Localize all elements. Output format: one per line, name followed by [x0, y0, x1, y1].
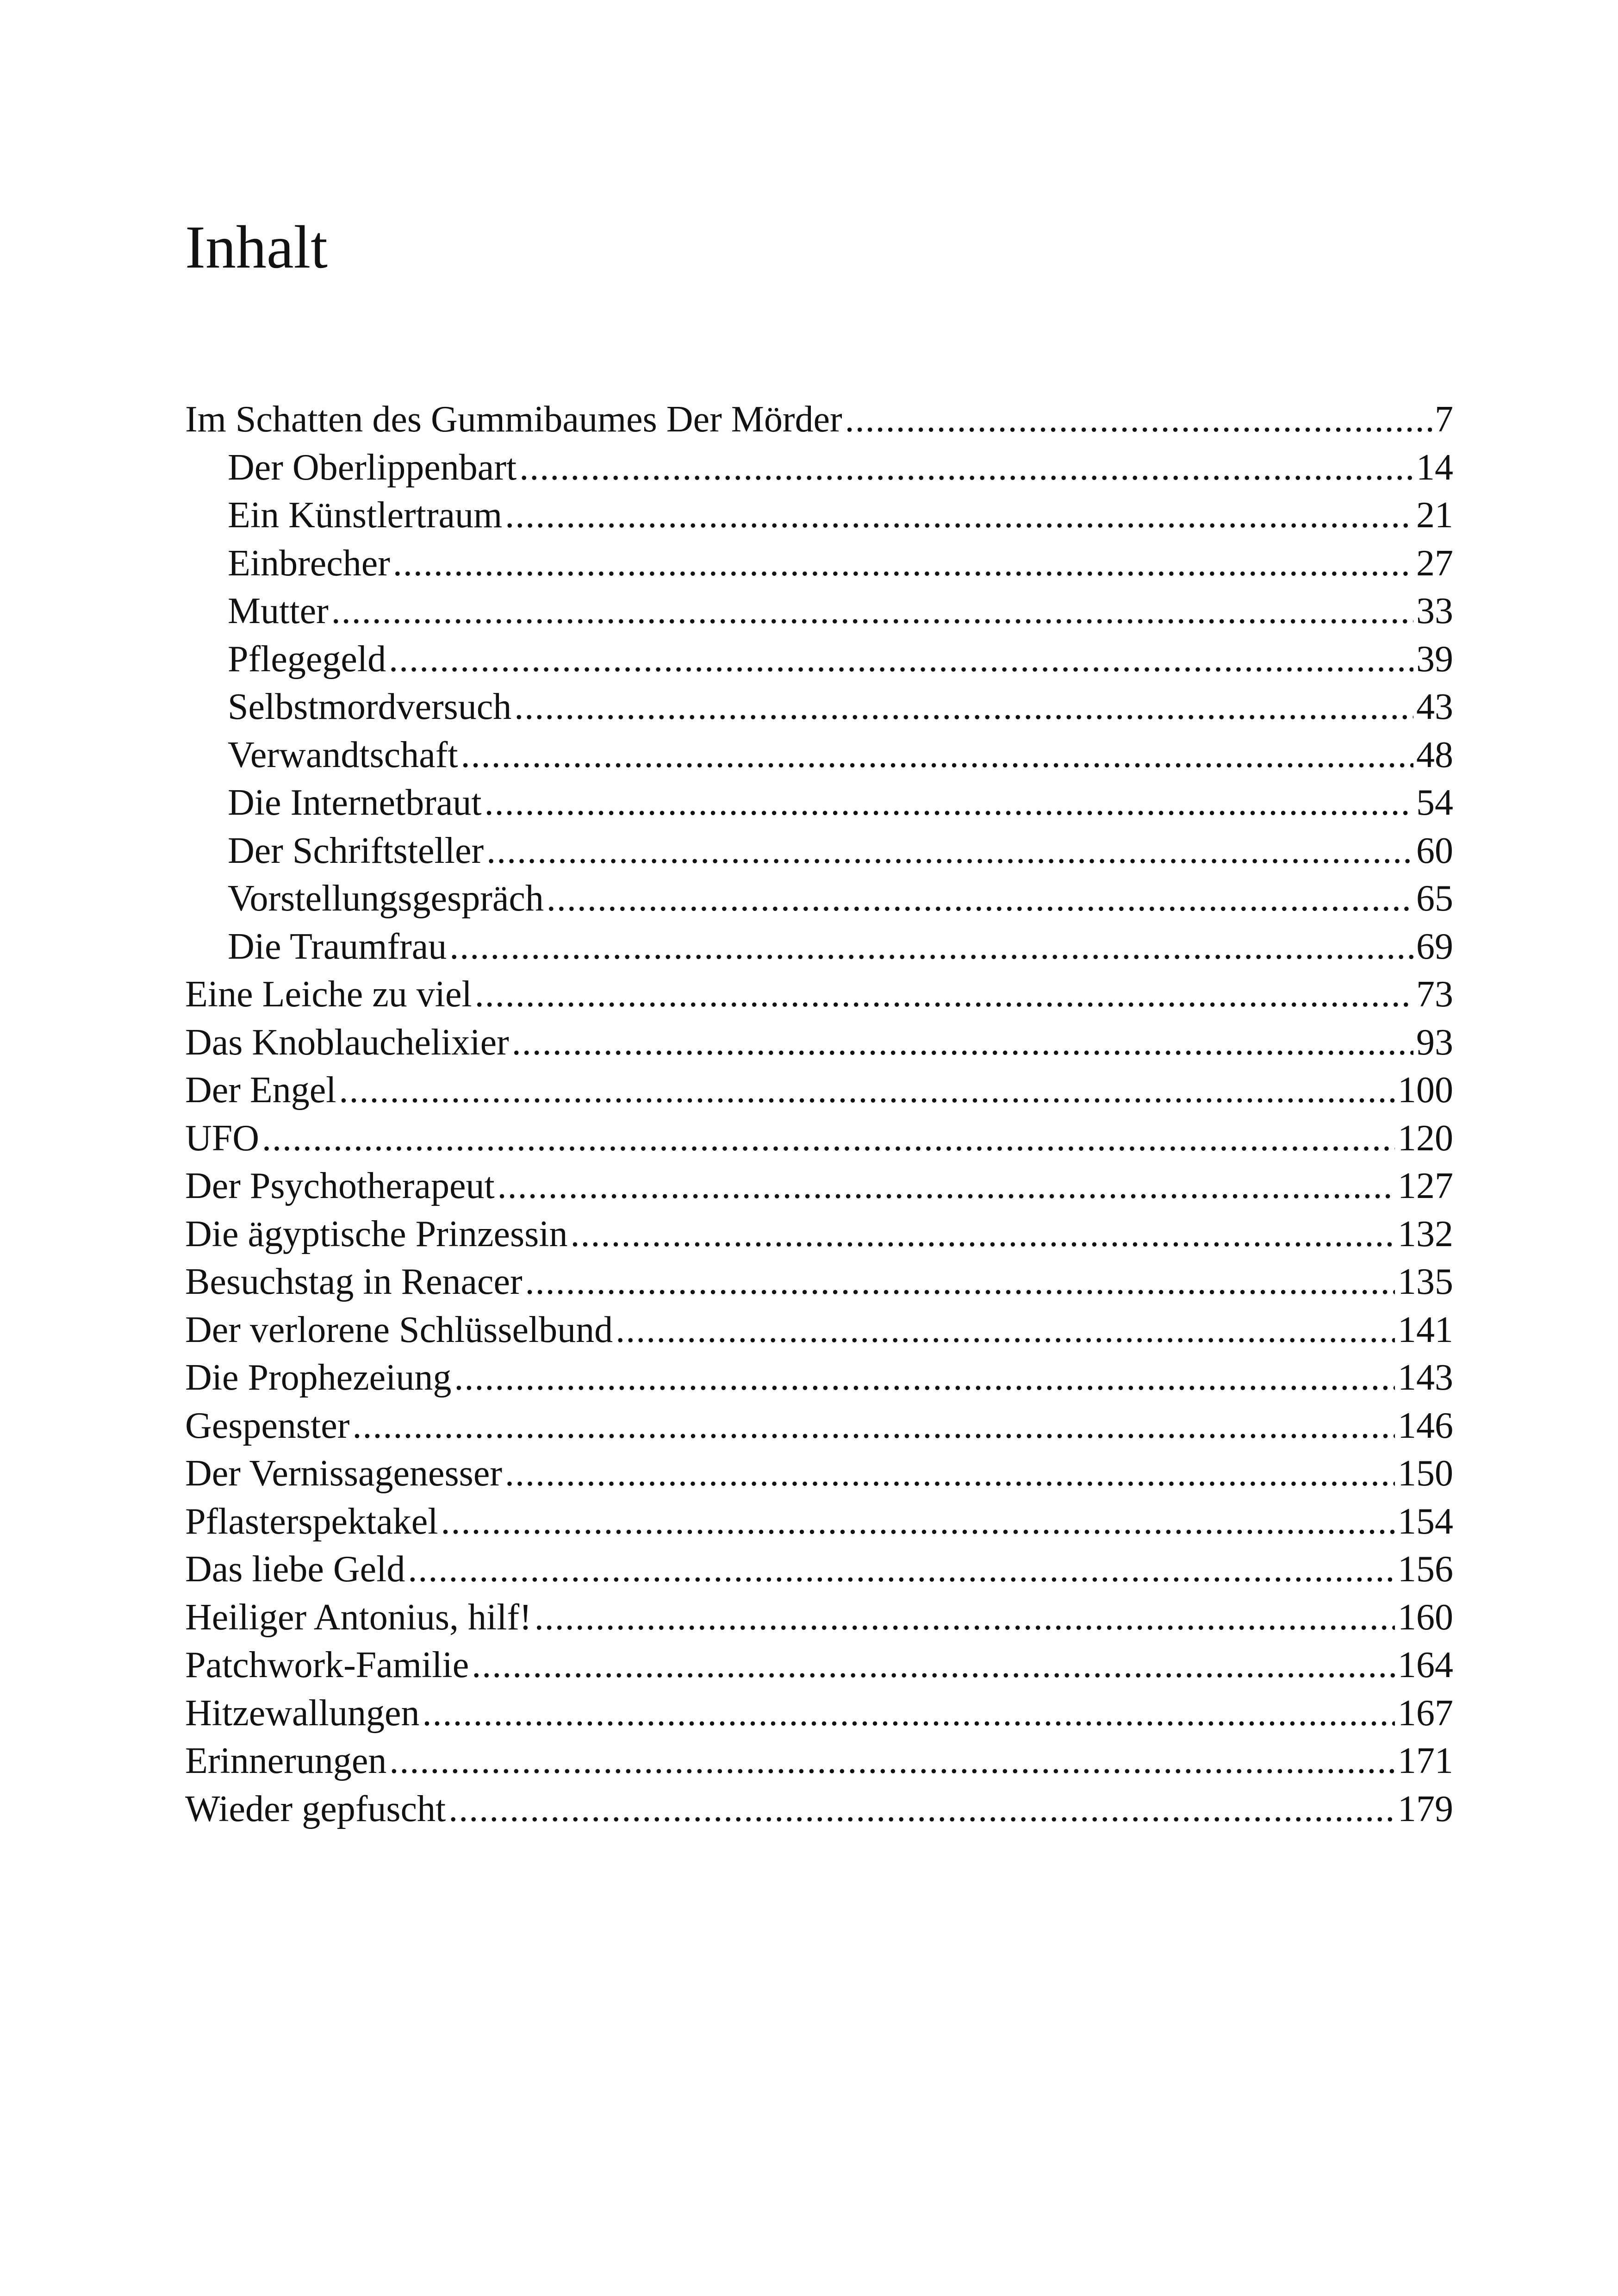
- toc-entry[interactable]: [185, 1785, 1453, 1834]
- toc-entry-title: Der Vernissagenesser: [185, 1453, 502, 1494]
- toc-entry[interactable]: [185, 444, 1453, 492]
- toc-entry-title: Die ägyptische Prinzessin: [185, 1213, 568, 1254]
- toc-entry[interactable]: [185, 1115, 1453, 1163]
- toc-entry-title: Die Traumfrau: [228, 926, 447, 967]
- toc-entry-page-number: 65: [1416, 878, 1453, 919]
- toc-entry-title: Selbstmordversuch: [228, 686, 512, 727]
- toc-entry-page-number: 164: [1398, 1645, 1453, 1685]
- dot-leader: [472, 1641, 1395, 1690]
- toc-entry[interactable]: [185, 396, 1453, 444]
- toc-entry-title: Die Internetbraut: [228, 782, 482, 823]
- toc-entry-page-number: 141: [1398, 1309, 1453, 1350]
- dot-leader: [519, 444, 1413, 492]
- toc-entry[interactable]: [185, 1402, 1453, 1450]
- toc-entry-page-number: 171: [1398, 1741, 1453, 1781]
- toc-entry[interactable]: [185, 1737, 1453, 1785]
- toc-entry-page-number: 54: [1416, 782, 1453, 823]
- toc-entry-title: Erinnerungen: [185, 1741, 387, 1781]
- toc-entry-title: Der Engel: [185, 1070, 336, 1111]
- dot-leader: [505, 492, 1413, 540]
- toc-entry-title: Heiliger Antonius, hilf!: [185, 1597, 532, 1638]
- dot-leader: [422, 1690, 1395, 1738]
- toc-entry-page-number: 7: [1435, 399, 1453, 440]
- dot-leader: [525, 1258, 1395, 1306]
- dot-leader: [262, 1115, 1395, 1163]
- toc-entry[interactable]: [185, 587, 1453, 636]
- toc-entry-title: Wieder gepfuscht: [185, 1788, 446, 1829]
- toc-entry[interactable]: [185, 731, 1453, 780]
- dot-leader: [505, 1450, 1395, 1498]
- toc-entry-title: Die Prophezeiung: [185, 1357, 452, 1398]
- dot-leader: [512, 1019, 1413, 1067]
- toc-entry[interactable]: [185, 1019, 1453, 1067]
- page-title: Inhalt: [185, 213, 328, 281]
- toc-entry[interactable]: [185, 1067, 1453, 1115]
- toc-entry-title: Eine Leiche zu viel: [185, 974, 472, 1015]
- toc-entry-page-number: 132: [1398, 1213, 1453, 1254]
- toc-entry[interactable]: [185, 1450, 1453, 1498]
- toc-entry-title: Das Knoblauchelixier: [185, 1022, 509, 1063]
- toc-entry-page-number: 146: [1398, 1405, 1453, 1446]
- dot-leader: [514, 683, 1413, 731]
- dot-leader: [352, 1402, 1395, 1450]
- dot-leader: [331, 587, 1413, 636]
- toc-entry-page-number: 48: [1416, 734, 1453, 775]
- toc-entry[interactable]: [185, 1258, 1453, 1306]
- dot-leader: [339, 1067, 1395, 1115]
- toc-entry[interactable]: [185, 1210, 1453, 1259]
- toc-entry-page-number: 43: [1416, 686, 1453, 727]
- toc-entry-title: Mutter: [228, 591, 329, 631]
- dot-leader: [498, 1162, 1395, 1210]
- toc-entry-title: Der Psychotherapeut: [185, 1166, 495, 1206]
- table-of-contents: [185, 396, 1453, 1833]
- toc-entry-title: Vorstellungsgespräch: [228, 878, 544, 919]
- toc-entry-title: Der Schriftsteller: [228, 830, 484, 871]
- toc-entry-page-number: 33: [1416, 591, 1453, 631]
- toc-entry-title: Ein Künstlertraum: [228, 495, 503, 536]
- toc-entry-page-number: 127: [1398, 1166, 1453, 1206]
- toc-entry-page-number: 156: [1398, 1549, 1453, 1590]
- toc-entry-page-number: 120: [1398, 1117, 1453, 1159]
- toc-entry[interactable]: [185, 1498, 1453, 1546]
- dot-leader: [535, 1594, 1395, 1642]
- toc-entry[interactable]: [185, 827, 1453, 875]
- toc-entry[interactable]: [185, 1306, 1453, 1354]
- dot-leader: [570, 1210, 1395, 1259]
- toc-entry-title: Besuchstag in Renacer: [185, 1261, 523, 1302]
- toc-entry[interactable]: [185, 1690, 1453, 1738]
- toc-entry-title: Der Oberlippenbart: [228, 447, 517, 488]
- toc-entry-page-number: 93: [1416, 1022, 1453, 1063]
- dot-leader: [389, 1737, 1395, 1785]
- dot-leader: [393, 540, 1413, 588]
- toc-entry-title: Das liebe Geld: [185, 1549, 405, 1590]
- toc-entry-title: Einbrecher: [228, 543, 390, 584]
- toc-entry-title: UFO: [185, 1117, 260, 1159]
- toc-entry[interactable]: [185, 540, 1453, 588]
- toc-entry[interactable]: [185, 875, 1453, 923]
- dot-leader: [845, 396, 1432, 444]
- dot-leader: [616, 1306, 1395, 1354]
- dot-leader: [475, 971, 1413, 1019]
- toc-entry-title: Verwandtschaft: [228, 734, 458, 775]
- toc-entry-title: Gespenster: [185, 1405, 350, 1446]
- dot-leader: [449, 923, 1413, 971]
- toc-entry-title: Pflegegeld: [228, 638, 386, 680]
- toc-entry-page-number: 154: [1398, 1501, 1453, 1542]
- toc-entry[interactable]: [185, 636, 1453, 684]
- toc-entry-page-number: 39: [1416, 638, 1453, 680]
- toc-entry-page-number: 143: [1398, 1357, 1453, 1398]
- toc-entry-page-number: 60: [1416, 830, 1453, 871]
- toc-entry-page-number: 135: [1398, 1261, 1453, 1302]
- toc-entry-title: Der verlorene Schlüsselbund: [185, 1309, 613, 1350]
- toc-entry[interactable]: [185, 1162, 1453, 1210]
- toc-entry-title: Hitzewallungen: [185, 1692, 420, 1734]
- toc-entry-page-number: 69: [1416, 926, 1453, 967]
- toc-entry[interactable]: [185, 683, 1453, 731]
- dot-leader: [485, 779, 1413, 827]
- toc-entry[interactable]: [185, 1594, 1453, 1642]
- toc-entry-page-number: 27: [1416, 543, 1453, 584]
- toc-entry[interactable]: [185, 779, 1453, 827]
- dot-leader: [486, 827, 1413, 875]
- dot-leader: [547, 875, 1413, 923]
- toc-entry-page-number: 100: [1398, 1070, 1453, 1111]
- dot-leader: [461, 731, 1413, 780]
- toc-entry-page-number: 179: [1398, 1788, 1453, 1829]
- toc-entry[interactable]: [185, 1641, 1453, 1690]
- dot-leader: [408, 1546, 1395, 1594]
- dot-leader: [448, 1785, 1395, 1834]
- toc-entry[interactable]: [185, 1546, 1453, 1594]
- toc-entry-page-number: 21: [1416, 495, 1453, 536]
- toc-entry-page-number: 14: [1416, 447, 1453, 488]
- toc-entry-title: Pflasterspektakel: [185, 1501, 438, 1542]
- toc-entry[interactable]: [185, 923, 1453, 971]
- toc-entry-title: Im Schatten des Gummibaumes Der Mörder: [185, 399, 842, 440]
- toc-entry[interactable]: [185, 971, 1453, 1019]
- toc-entry-page-number: 160: [1398, 1597, 1453, 1638]
- toc-entry-page-number: 73: [1416, 974, 1453, 1015]
- toc-entry[interactable]: [185, 492, 1453, 540]
- dot-leader: [441, 1498, 1395, 1546]
- toc-entry-page-number: 167: [1398, 1692, 1453, 1734]
- toc-entry[interactable]: [185, 1354, 1453, 1402]
- dot-leader: [454, 1354, 1395, 1402]
- dot-leader: [389, 636, 1413, 684]
- toc-entry-title: Patchwork-Familie: [185, 1645, 469, 1685]
- toc-entry-page-number: 150: [1398, 1453, 1453, 1494]
